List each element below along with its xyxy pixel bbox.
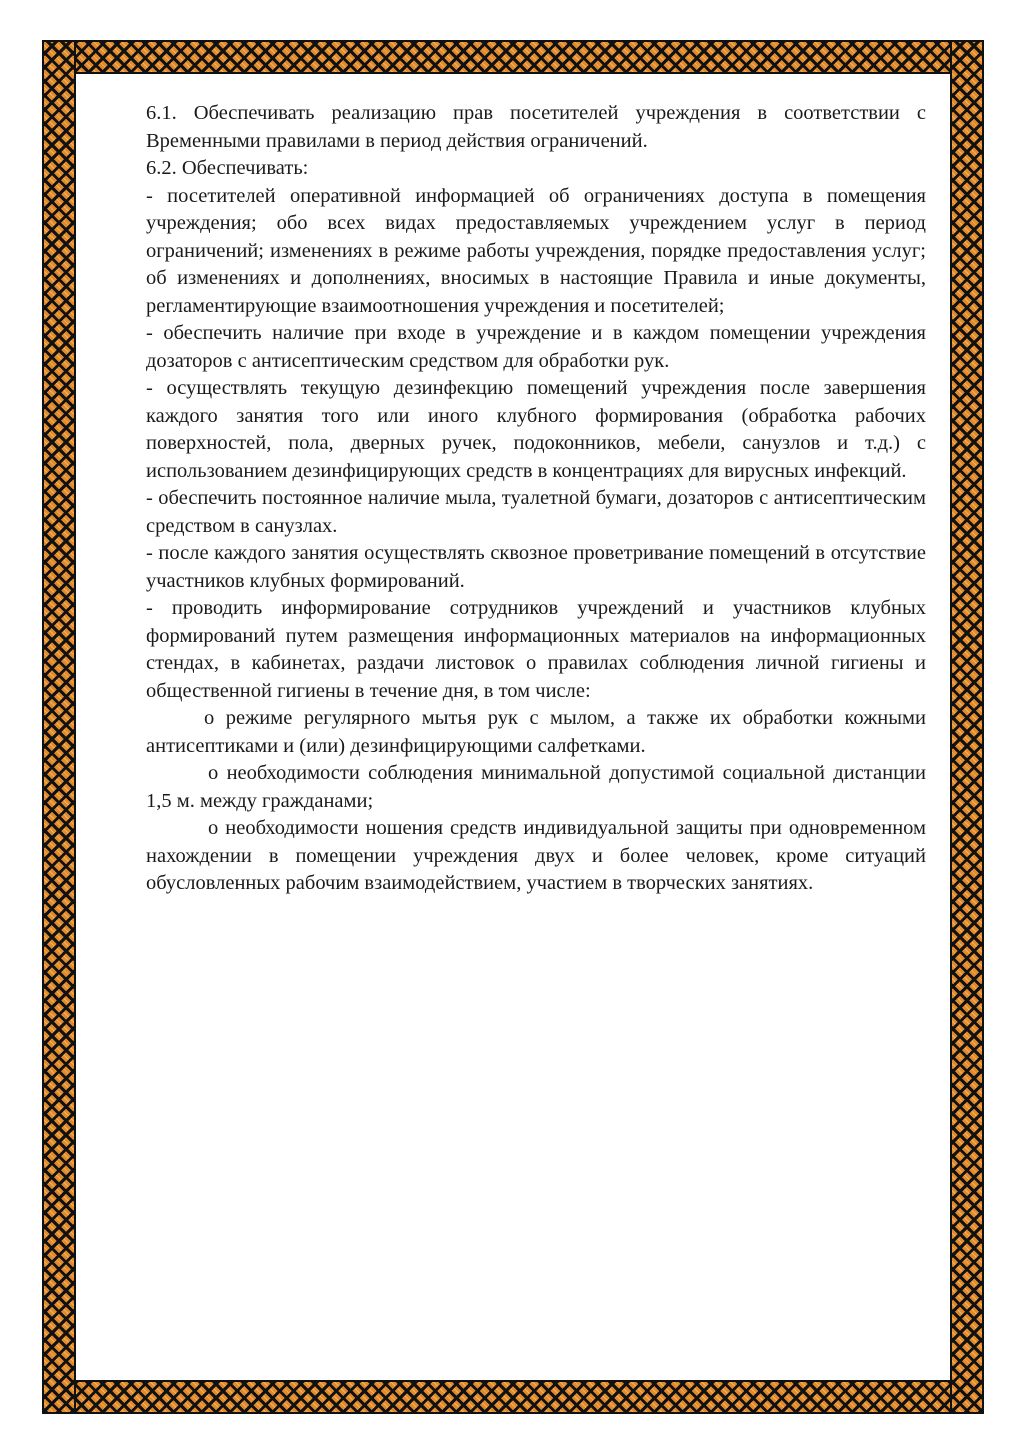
paragraph-6-1: 6.1. Обеспечивать реализацию прав посетителей учреждения в соответствии с Временными правилами в период действия ограничений. [146, 102, 926, 152]
ornamental-border-left [42, 40, 76, 1414]
sub-item: о необходимости соблюдения минимальной допустимой социальной дистанции 1,5 м. между гражданами; [146, 762, 926, 812]
paragraph-6-2: 6.2. Обеспечивать: [146, 157, 309, 179]
ornamental-border-right [950, 40, 984, 1414]
ornamental-border-bottom [42, 1380, 984, 1414]
list-item: - проводить информирование сотрудников учреждений и участников клубных формирований путем размещения информационных материалов на информационных стендах, в кабинетах, раздачи листовок о правилах соблюдения личной гигиены и общественной гигиены в течение дня, в том числе: [146, 597, 926, 702]
sub-item: о необходимости ношения средств индивидуальной защиты при одновременном нахождении в помещении учреждения двух и более человек, кроме ситуаций обусловленных рабочим взаимодействием, участием в творческих занятиях. [146, 817, 926, 894]
ornamental-border-top [42, 40, 984, 74]
list-item: - обеспечить постоянное наличие мыла, туалетной бумаги, дозаторов с антисептическим средством в санузлах. [146, 487, 926, 537]
list-item: - осуществлять текущую дезинфекцию помещений учреждения после завершения каждого занятия того или иного клубного формирования (обработка рабочих поверхностей, пола, дверных ручек, подоконников, мебели, санузлов и т.д.) с использованием дезинфицирующих средств в концентрациях для вирусных инфекций. [146, 377, 926, 482]
list-item: - обеспечить наличие при входе в учреждение и в каждом помещении учреждения дозаторов с антисептическим средством для обработки рук. [146, 322, 926, 372]
list-item: - посетителей оперативной информацией об ограничениях доступа в помещения учреждения; обо всех видах предоставляемых учреждением услуг в период ограничений; изменениях в режиме работы учреждения, порядке предоставления услуг; об изменениях и дополнениях, вносимых в настоящие Правила и иные документы, регламентирующие взаимоотношения учреждения и посетителей; [146, 184, 926, 317]
sub-item: о режиме регулярного мытья рук с мылом, а также их обработки кожными антисептиками и (или) дезинфицирующими салфетками. [146, 707, 926, 757]
list-item: - после каждого занятия осуществлять сквозное проветривание помещений в отсутствие участников клубных формирований. [146, 542, 926, 592]
document-body [146, 100, 926, 898]
